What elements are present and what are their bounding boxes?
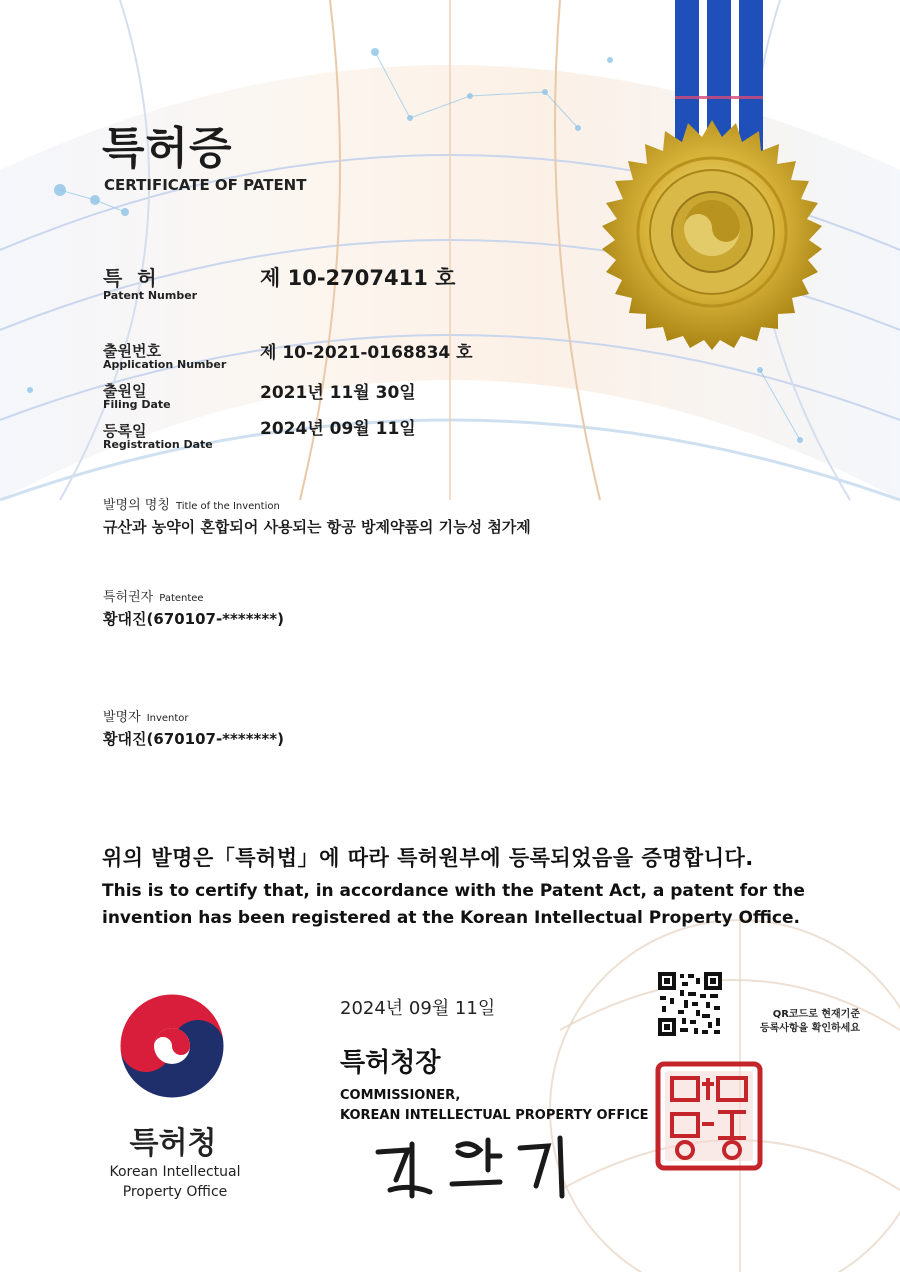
invention-title-heading [103, 494, 280, 513]
filing-date-label-en: Filing Date [103, 398, 171, 411]
application-number-value: 제 10-2021-0168834 호 [260, 343, 473, 363]
registration-date-label: 등록일 [103, 422, 147, 440]
registration-date-label-en: Registration Date [103, 438, 213, 451]
commissioner-title-en-line1: COMMISSIONER, [340, 1088, 461, 1103]
inventor-label-en: Inventor [146, 713, 189, 724]
issue-date: 2024년 09월 11일 [340, 998, 496, 1019]
certificate-title-en: CERTIFICATE OF PATENT [104, 176, 307, 194]
registration-date-value: 2024년 09월 11일 [260, 419, 416, 439]
invention-title-value: 규산과 농약이 혼합되어 사용되는 항공 방제약품의 기능성 첨가제 [103, 518, 531, 536]
patent-number-label-en: Patent Number [103, 289, 198, 302]
office-name-en [92, 1162, 258, 1202]
invention-title-label: 발명의 명칭 [103, 498, 170, 513]
inventor-heading [103, 706, 189, 725]
patent-number-value: 제 10-2707411 호 [260, 266, 456, 290]
inventor-label: 발명자 [103, 710, 141, 725]
filing-date-value: 2021년 11월 30일 [260, 383, 416, 403]
office-name: 특허청 [129, 1126, 217, 1161]
qr-code-icon [658, 972, 722, 1036]
qr-code-note-line2: 등록사항을 확인하세요 [759, 1023, 860, 1034]
patentee-value: 황대진(670107-*******) [103, 610, 284, 628]
qr-code-note-line1: QR코드로 현재기준 [772, 1009, 860, 1020]
patent-number-label: 특 허 [103, 266, 161, 290]
office-name-en-line2: Property Office [122, 1184, 228, 1200]
commissioner-title: 특허청장 [340, 1048, 441, 1078]
official-stamp-icon [658, 1064, 760, 1168]
certificate-title: 특허증 [102, 123, 233, 174]
patentee-label-en: Patentee [159, 593, 204, 604]
application-number-label-en: Application Number [103, 358, 227, 371]
commissioner-signature-icon [378, 1138, 562, 1196]
invention-title-label-en: Title of the Invention [175, 501, 280, 512]
kipo-logo-icon [120, 994, 224, 1098]
certification-statement-en-line2: invention has been registered at the Korean Intellectual Property Office. [102, 908, 800, 928]
commissioner-title-en [340, 1086, 649, 1126]
patentee-label: 특허권자 [103, 590, 154, 605]
patentee-heading [103, 586, 204, 605]
certification-statement-en [102, 878, 822, 932]
application-number-label: 출원번호 [103, 342, 161, 360]
certification-statement-en-line1: This is to certify that, in accordance with the Patent Act, a patent for the [102, 881, 805, 901]
qr-code-note [720, 1008, 860, 1036]
inventor-value: 황대진(670107-*******) [103, 730, 284, 748]
filing-date-label: 출원일 [103, 382, 147, 400]
office-name-en-line1: Korean Intellectual [109, 1164, 241, 1180]
certification-statement-ko: 위의 발명은「특허법」에 따라 특허원부에 등록되었음을 증명합니다. [102, 846, 754, 870]
commissioner-title-en-line2: KOREAN INTELLECTUAL PROPERTY OFFICE [340, 1108, 649, 1123]
